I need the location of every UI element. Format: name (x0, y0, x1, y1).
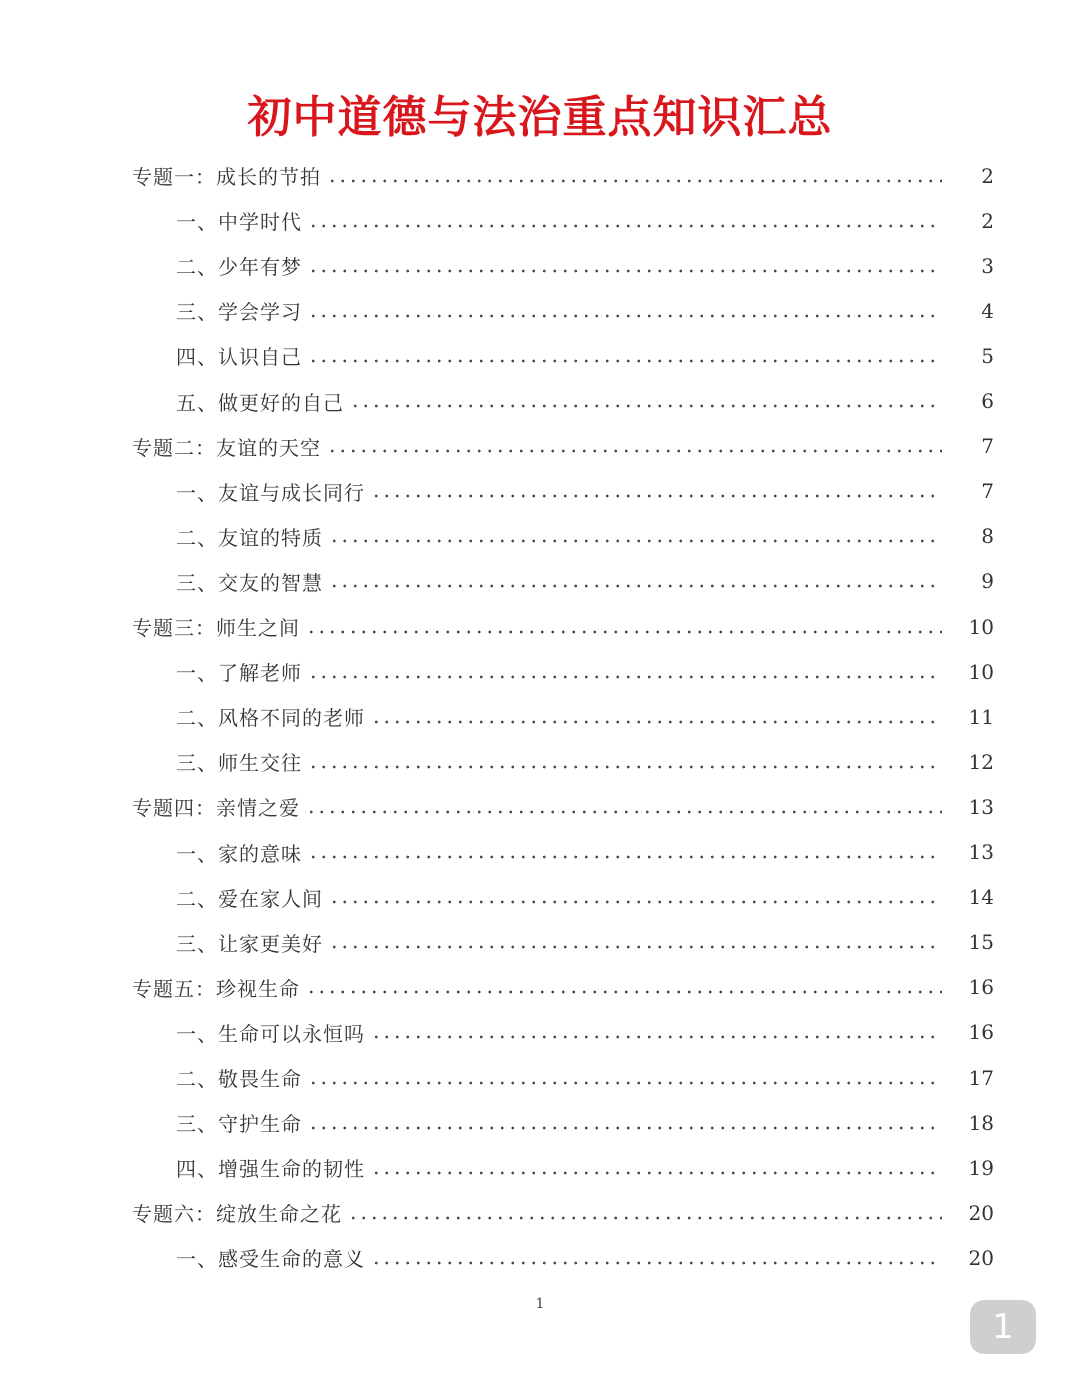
toc-entry-label: 专题四：亲情之爱 (132, 796, 300, 821)
toc-entry-label: 二、友谊的特质 (176, 525, 323, 550)
toc-dot-leader (308, 1124, 942, 1132)
toc-section-entry[interactable] (0, 379, 1080, 424)
toc-chapter-entry[interactable] (0, 153, 1080, 198)
toc-entry-label: 专题五：珍视生命 (132, 976, 300, 1001)
footer-page-number: 1 (535, 1296, 545, 1312)
toc-entry-page-number: 7 (981, 479, 994, 504)
toc-entry-label: 二、少年有梦 (176, 255, 302, 280)
toc-dot-leader (308, 853, 942, 861)
toc-entry-label: 三、交友的智慧 (176, 570, 323, 595)
toc-dot-leader (308, 763, 942, 771)
toc-dot-leader (329, 898, 942, 906)
toc-entry-label: 专题二：友谊的天空 (132, 435, 321, 460)
toc-entry-label: 二、风格不同的老师 (176, 706, 365, 731)
toc-dot-leader (308, 222, 942, 230)
toc-dot-leader (329, 582, 942, 590)
toc-section-entry[interactable] (0, 243, 1080, 288)
toc-section-entry[interactable] (0, 514, 1080, 559)
toc-entry-page-number: 15 (968, 930, 994, 955)
toc-entry-page-number: 17 (968, 1065, 994, 1090)
toc-entry-label: 一、生命可以永恒吗 (176, 1021, 365, 1046)
toc-entry-label: 一、感受生命的意义 (176, 1247, 365, 1272)
toc-section-entry[interactable] (0, 920, 1080, 965)
toc-section-entry[interactable] (0, 1010, 1080, 1055)
toc-section-entry[interactable] (0, 739, 1080, 784)
toc-section-entry[interactable] (0, 333, 1080, 378)
toc-section-entry[interactable] (0, 694, 1080, 739)
toc-entry-page-number: 20 (968, 1200, 994, 1225)
toc-entry-page-number: 3 (981, 253, 994, 278)
page-indicator-badge[interactable]: 1 (970, 1300, 1036, 1354)
toc-dot-leader (371, 1259, 942, 1267)
toc-section-entry[interactable] (0, 649, 1080, 694)
document-title: 初中道德与法治重点知识汇总 (247, 92, 833, 143)
toc-entry-page-number: 7 (981, 434, 994, 459)
toc-entry-label: 二、敬畏生命 (176, 1067, 302, 1091)
toc-entry-page-number: 8 (981, 524, 994, 549)
toc-dot-leader (306, 808, 942, 816)
toc-entry-page-number: 5 (981, 343, 994, 368)
toc-entry-page-number: 14 (968, 885, 994, 910)
toc-entry-page-number: 13 (968, 794, 994, 819)
toc-dot-leader (308, 1079, 942, 1087)
toc-entry-page-number: 16 (968, 975, 994, 1000)
toc-dot-leader (308, 267, 942, 275)
toc-chapter-entry[interactable] (0, 1190, 1080, 1235)
toc-entry-page-number: 19 (968, 1155, 994, 1180)
toc-dot-leader (371, 1033, 942, 1041)
toc-dot-leader (327, 447, 942, 455)
toc-entry-label: 专题三：师生之间 (132, 616, 300, 640)
toc-section-entry[interactable] (0, 1100, 1080, 1145)
toc-entry-label: 四、认识自己 (176, 345, 302, 370)
toc-dot-leader (329, 943, 942, 951)
toc-section-entry[interactable] (0, 1235, 1080, 1280)
toc-entry-page-number: 9 (981, 569, 994, 594)
toc-dot-leader (306, 988, 942, 996)
toc-dot-leader (371, 1169, 942, 1177)
toc-entry-page-number: 10 (968, 614, 994, 639)
toc-entry-label: 四、增强生命的韧性 (176, 1157, 365, 1182)
toc-chapter-entry[interactable] (0, 604, 1080, 649)
toc-section-entry[interactable] (0, 198, 1080, 243)
toc-entry-page-number: 10 (968, 659, 994, 684)
toc-section-entry[interactable] (0, 469, 1080, 514)
toc-section-entry[interactable] (0, 830, 1080, 875)
toc-entry-page-number: 2 (981, 163, 994, 188)
toc-entry-page-number: 12 (968, 749, 994, 774)
toc-entry-page-number: 13 (968, 840, 994, 864)
toc-section-entry[interactable] (0, 875, 1080, 920)
toc-entry-label: 三、师生交往 (176, 751, 302, 776)
toc-entry-label: 一、中学时代 (176, 210, 302, 235)
toc-section-entry[interactable] (0, 288, 1080, 333)
toc-entry-label: 一、了解老师 (176, 661, 302, 686)
toc-dot-leader (329, 537, 942, 545)
toc-entry-label: 三、守护生命 (176, 1112, 302, 1137)
toc-dot-leader (327, 177, 942, 185)
toc-section-entry[interactable] (0, 1145, 1080, 1190)
toc-dot-leader (350, 402, 942, 410)
toc-dot-leader (308, 673, 942, 681)
toc-entry-page-number: 16 (968, 1020, 994, 1045)
toc-entry-label: 一、家的意味 (176, 841, 302, 866)
toc-entry-label: 一、友谊与成长同行 (176, 480, 365, 505)
toc-entry-label: 三、学会学习 (176, 300, 302, 325)
toc-dot-leader (306, 628, 942, 636)
toc-dot-leader (308, 312, 942, 320)
toc-dot-leader (371, 718, 942, 726)
toc-dot-leader (308, 357, 942, 365)
toc-dot-leader (371, 492, 942, 500)
toc-entry-page-number: 6 (981, 389, 994, 413)
toc-dot-leader (348, 1214, 942, 1222)
toc-entry-page-number: 11 (968, 704, 994, 729)
toc-entry-label: 专题一：成长的节拍 (132, 165, 321, 189)
toc-entry-page-number: 4 (981, 298, 994, 323)
toc-entry-page-number: 20 (968, 1245, 994, 1270)
toc-entry-label: 专题六：绽放生命之花 (132, 1202, 342, 1227)
toc-entry-label: 五、做更好的自己 (176, 390, 344, 415)
toc-section-entry[interactable] (0, 1055, 1080, 1100)
toc-entry-label: 二、爱在家人间 (176, 886, 323, 911)
toc-entry-label: 三、让家更美好 (176, 931, 323, 956)
toc-chapter-entry[interactable] (0, 965, 1080, 1010)
toc-chapter-entry[interactable] (0, 784, 1080, 829)
toc-entry-page-number: 2 (981, 208, 994, 233)
toc-section-entry[interactable] (0, 559, 1080, 604)
toc-chapter-entry[interactable] (0, 424, 1080, 469)
toc-entry-page-number: 18 (968, 1110, 994, 1135)
